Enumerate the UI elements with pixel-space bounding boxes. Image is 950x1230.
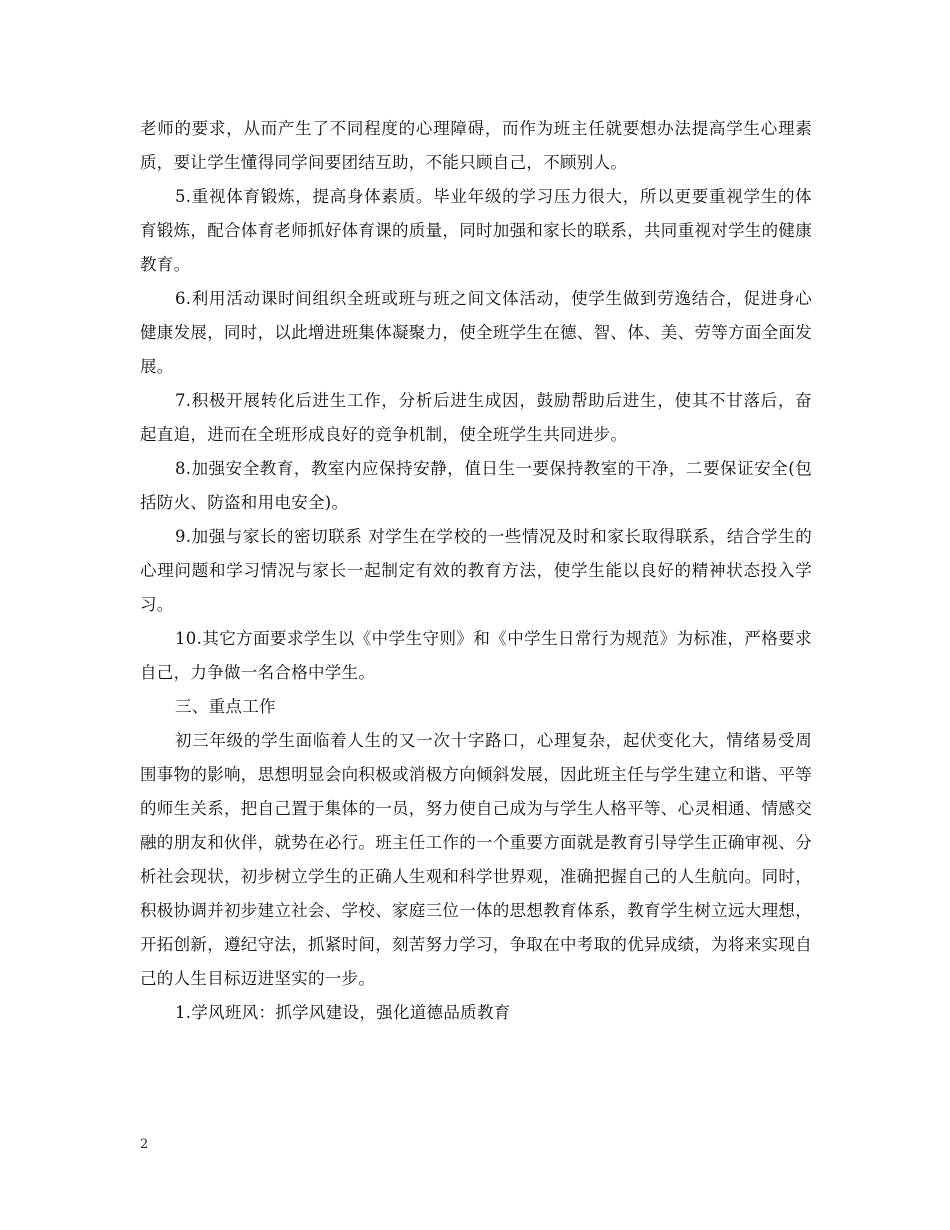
subheading-study-style: 1.学风班风：抓学风建设，强化道德品质教育: [175, 1003, 511, 1022]
paragraph-item-5: 5.重视体育锻炼，提高身体素质。毕业年级的学习压力很大，所以更要重视学生的体育锻炼，配合体育老师抓好体育课的质量，同时加强和家长的联系，共同重视对学生的健康教育。: [140, 187, 812, 274]
paragraph-item-7: 7.积极开展转化后进生工作，分析后进生成因，鼓励帮助后进生，使其不甘落后，奋起直追，进而在全班形成良好的竞争机制，使全班学生共同进步。: [140, 391, 812, 444]
paragraph-continuation: 老师的要求，从而产生了不同程度的心理障碍，而作为班主任就要想办法提高学生心理素质，要让学生懂得同学间要团结互助，不能只顾自己，不顾别人。: [140, 119, 812, 172]
paragraph-item-10: 10.其它方面要求学生以《中学生守则》和《中学生日常行为规范》为标准，严格要求自己，力争做一名合格中学生。: [140, 629, 812, 682]
section-heading-key-work: 三、重点工作: [175, 697, 276, 716]
paragraph-item-8: 8.加强安全教育，教室内应保持安静，值日生一要保持教室的干净，二要保证安全(包括防火、防盗和用电安全)。: [140, 459, 812, 512]
paragraph-item-9: 9.加强与家长的密切联系 对学生在学校的一些情况及时和家长取得联系，结合学生的心理问题和学习情况与家长一起制定有效的教育方法，使学生能以良好的精神状态投入学习。: [140, 527, 812, 614]
document-body: [140, 112, 812, 1030]
paragraph-key-work-intro: 初三年级的学生面临着人生的又一次十字路口，心理复杂，起伏变化大，情绪易受周围事物的影响，思想明显会向积极或消极方向倾斜发展，因此班主任与学生建立和谐、平等的师生关系，把自己置于集体的一员，努力使自己成为与学生人格平等、心灵相通、情感交融的朋友和伙伴，就势在必行。班主任工作的一个重要方面就是教育引导学生正确审视、分析社会现状，初步树立学生的正确人生观和科学世界观，准确把握自己的人生航向。同时，积极协调并初步建立社会、学校、家庭三位一体的思想教育体系，教育学生树立远大理想，开拓创新，遵纪守法，抓紧时间，刻苦努力学习，争取在中考取的优异成绩，为将来实现自己的人生目标迈进坚实的一步。: [140, 731, 812, 988]
paragraph-item-6: 6.利用活动课时间组织全班或班与班之间文体活动，使学生做到劳逸结合，促进身心健康发展，同时，以此增进班集体凝聚力，使全班学生在德、智、体、美、劳等方面全面发展。: [140, 289, 812, 376]
page-number: 2: [140, 1137, 149, 1152]
